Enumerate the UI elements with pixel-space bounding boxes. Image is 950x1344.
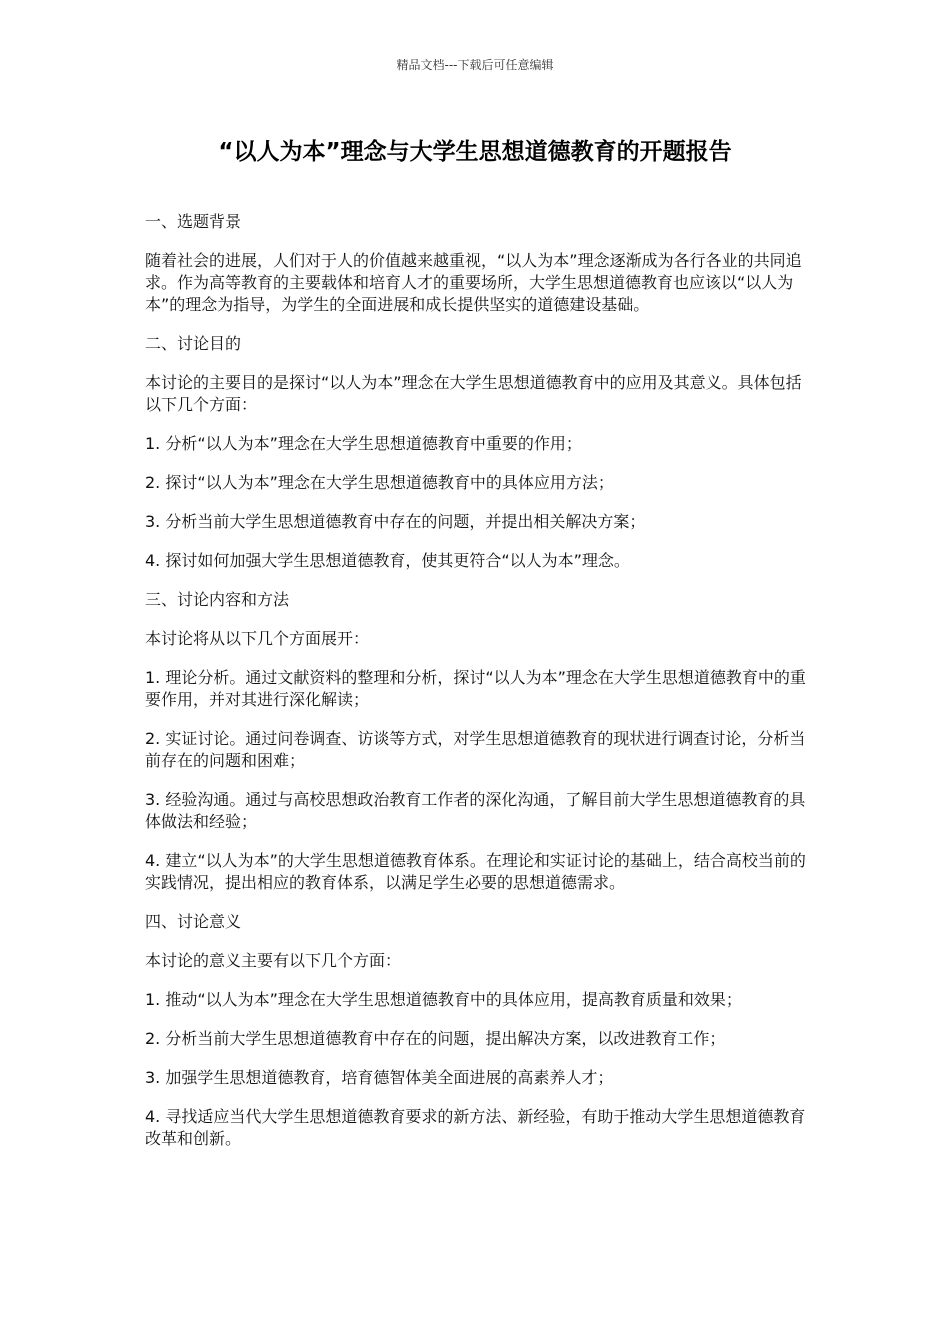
content-item: 2. 实证讨论。通过问卷调查、访谈等方式，对学生思想道德教育的现状进行调查讨论，分析当前存在的问题和困难；	[145, 729, 806, 770]
document-body	[145, 211, 813, 1167]
header-note: 精品文档---下载后可任意编辑	[396, 58, 554, 72]
section-heading-background: 一、选题背景	[145, 212, 242, 231]
purpose-item: 3. 分析当前大学生思想道德教育中存在的问题，并提出相关解决方案；	[145, 512, 646, 531]
background-paragraph: 随着社会的进展，人们对于人的价值越来越重视，“以人为本”理念逐渐成为各行各业的共同追求。作为高等教育的主要载体和培育人才的重要场所，大学生思想道德教育也应该以“以人为本”的理念为指导，为学生的全面进展和成长提供坚实的道德建设基础。	[145, 251, 802, 314]
document-title: “以人为本”理念与大学生思想道德教育的开题报告	[218, 139, 732, 165]
purpose-item: 2. 探讨“以人为本”理念在大学生思想道德教育中的具体应用方法；	[145, 473, 614, 492]
section-heading-purpose: 二、讨论目的	[145, 334, 242, 353]
content-item: 3. 经验沟通。通过与高校思想政治教育工作者的深化沟通，了解目前大学生思想道德教育的具体做法和经验；	[145, 790, 806, 831]
purpose-item: 1. 分析“以人为本”理念在大学生思想道德教育中重要的作用；	[145, 434, 582, 453]
content-intro-paragraph: 本讨论将从以下几个方面展开：	[145, 629, 370, 648]
content-item: 4. 建立“以人为本”的大学生思想道德教育体系。在理论和实证讨论的基础上，结合高校当前的实践情况，提出相应的教育体系，以满足学生必要的思想道德需求。	[145, 851, 806, 892]
significance-item: 1. 推动“以人为本”理念在大学生思想道德教育中的具体应用，提高教育质量和效果；	[145, 990, 742, 1009]
significance-intro-paragraph: 本讨论的意义主要有以下几个方面：	[145, 951, 402, 970]
section-heading-content-methods: 三、讨论内容和方法	[145, 590, 290, 609]
section-heading-significance: 四、讨论意义	[145, 912, 242, 931]
significance-item: 3. 加强学生思想道德教育，培育德智体美全面进展的高素养人才；	[145, 1068, 614, 1087]
content-item: 1. 理论分析。通过文献资料的整理和分析，探讨“以人为本”理念在大学生思想道德教育中的重要作用，并对其进行深化解读；	[145, 668, 806, 709]
significance-item: 4. 寻找适应当代大学生思想道德教育要求的新方法、新经验，有助于推动大学生思想道德教育改革和创新。	[145, 1107, 806, 1148]
significance-item: 2. 分析当前大学生思想道德教育中存在的问题，提出解决方案，以改进教育工作；	[145, 1029, 726, 1048]
purpose-item: 4. 探讨如何加强大学生思想道德教育，使其更符合“以人为本”理念。	[145, 551, 630, 570]
purpose-intro-paragraph: 本讨论的主要目的是探讨“以人为本”理念在大学生思想道德教育中的应用及其意义。具体包括以下几个方面：	[145, 373, 802, 414]
